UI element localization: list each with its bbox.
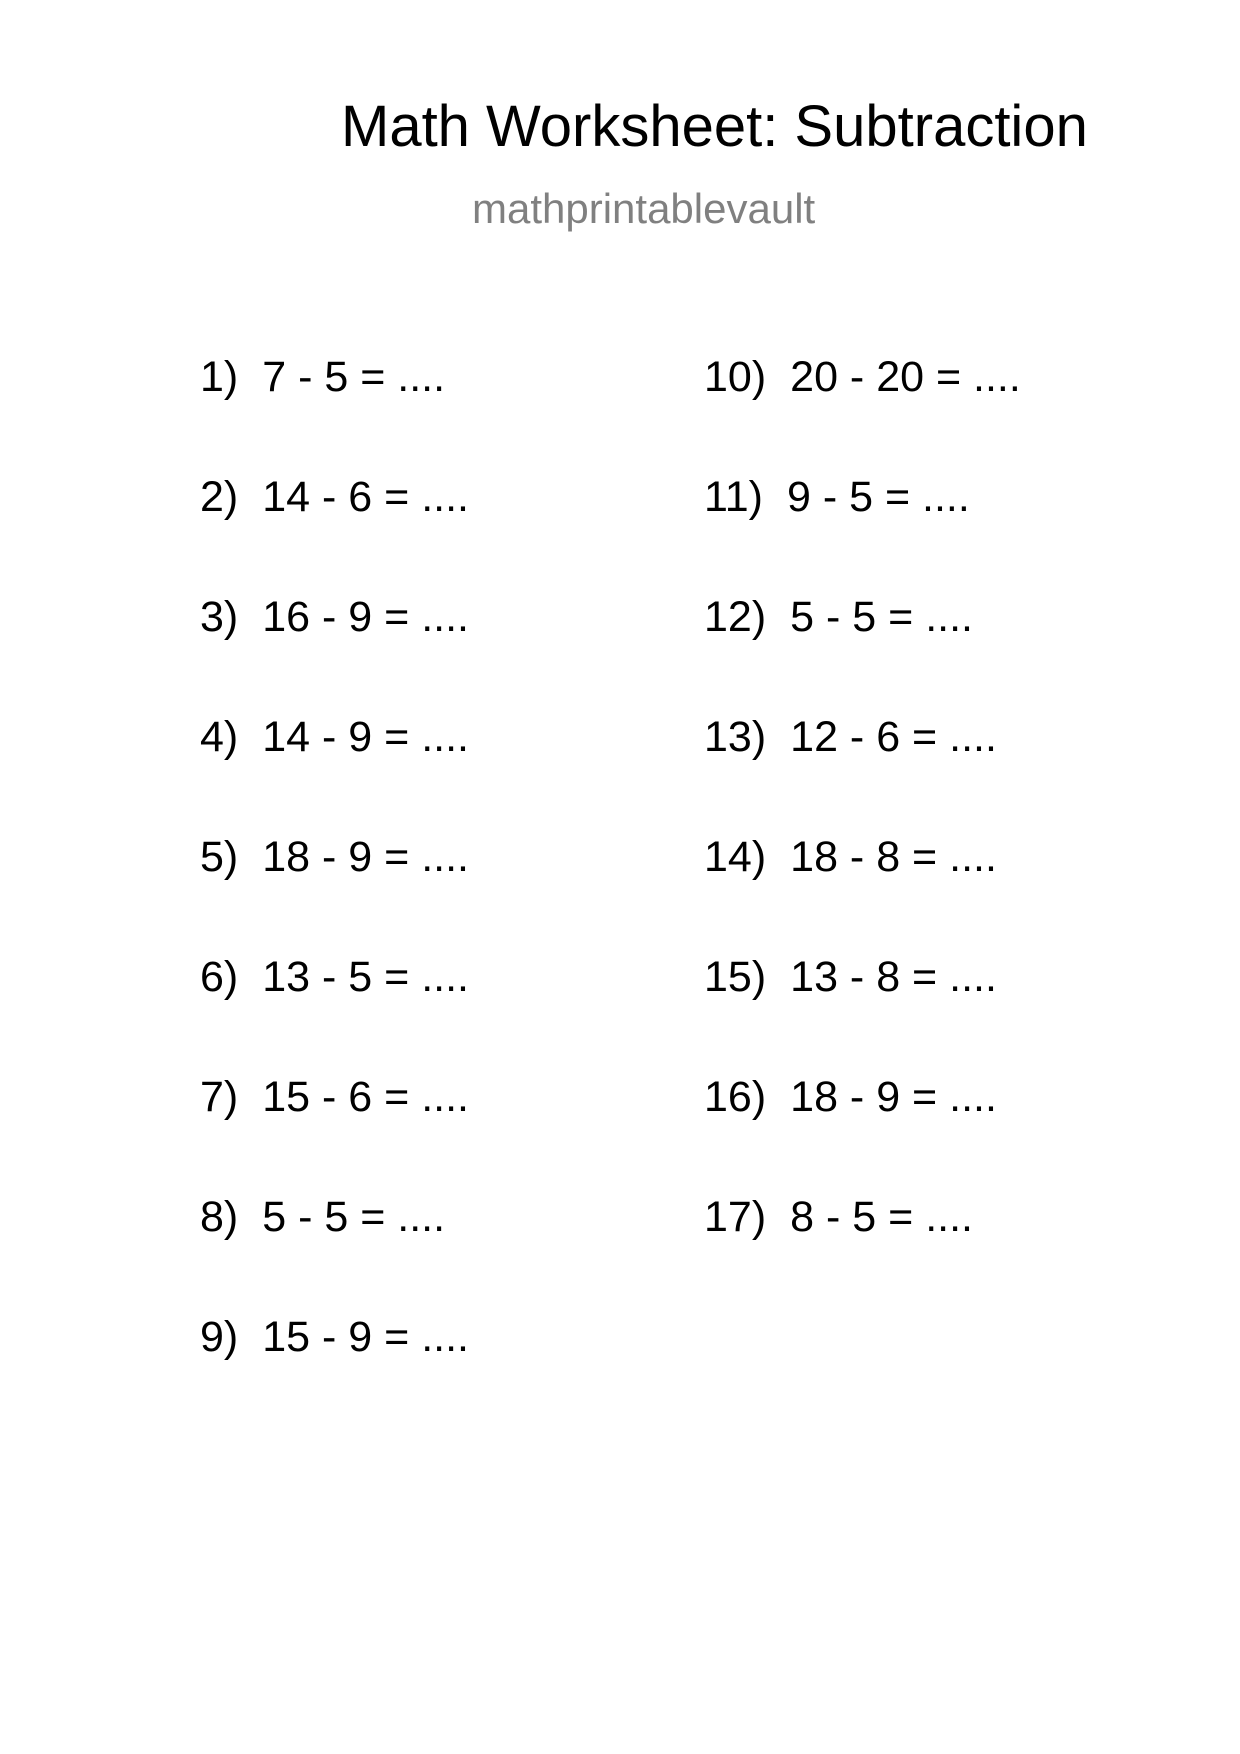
problem-item bbox=[704, 713, 997, 761]
problem-number: 6) bbox=[200, 953, 239, 1001]
problem-item bbox=[704, 353, 1021, 401]
problem-number: 10) bbox=[704, 353, 767, 401]
problem-item bbox=[704, 473, 970, 521]
problem-item bbox=[200, 473, 469, 521]
problem-expression: 18 - 9 = .... bbox=[790, 1073, 997, 1121]
problem-number: 14) bbox=[704, 833, 767, 881]
problem-item bbox=[704, 593, 973, 641]
problem-expression: 18 - 8 = .... bbox=[790, 833, 997, 881]
problem-expression: 13 - 5 = .... bbox=[262, 953, 469, 1001]
problem-item bbox=[200, 953, 469, 1001]
problem-number: 13) bbox=[704, 713, 767, 761]
problem-expression: 15 - 9 = .... bbox=[262, 1313, 469, 1361]
problem-item bbox=[704, 1193, 973, 1241]
problem-number: 9) bbox=[200, 1313, 239, 1361]
problem-number: 7) bbox=[200, 1073, 239, 1121]
problem-number: 12) bbox=[704, 593, 767, 641]
problem-expression: 14 - 6 = .... bbox=[262, 473, 469, 521]
worksheet-title: Math Worksheet: Subtraction bbox=[341, 94, 1088, 159]
problem-number: 17) bbox=[704, 1193, 767, 1241]
worksheet-subtitle: mathprintablevault bbox=[472, 185, 816, 232]
problem-expression: 12 - 6 = .... bbox=[790, 713, 997, 761]
problem-expression: 5 - 5 = .... bbox=[262, 1193, 446, 1241]
problem-expression: 8 - 5 = .... bbox=[790, 1193, 973, 1241]
problem-expression: 13 - 8 = .... bbox=[790, 953, 997, 1001]
problem-item bbox=[704, 833, 997, 881]
problem-number: 4) bbox=[200, 713, 239, 761]
problem-number: 1) bbox=[200, 353, 239, 401]
problem-expression: 5 - 5 = .... bbox=[790, 593, 973, 641]
problem-expression: 16 - 9 = .... bbox=[262, 593, 469, 641]
problem-item bbox=[200, 1073, 469, 1121]
problem-number: 5) bbox=[200, 833, 239, 881]
problem-item bbox=[704, 953, 997, 1001]
problem-number: 15) bbox=[704, 953, 767, 1001]
problem-item bbox=[200, 353, 446, 401]
problem-item bbox=[200, 1313, 469, 1361]
problem-number: 8) bbox=[200, 1193, 239, 1241]
problem-expression: 20 - 20 = .... bbox=[790, 353, 1021, 401]
problem-expression: 18 - 9 = .... bbox=[262, 833, 469, 881]
problem-number: 2) bbox=[200, 473, 239, 521]
problem-expression: 7 - 5 = .... bbox=[262, 353, 446, 401]
problem-number: 3) bbox=[200, 593, 239, 641]
problem-expression: 15 - 6 = .... bbox=[262, 1073, 469, 1121]
problem-item bbox=[200, 713, 469, 761]
problem-expression: 9 - 5 = .... bbox=[786, 473, 970, 521]
problem-number: 11) bbox=[704, 473, 763, 521]
problem-item bbox=[200, 593, 469, 641]
problem-item bbox=[200, 833, 469, 881]
problem-item bbox=[704, 1073, 997, 1121]
problem-item bbox=[200, 1193, 446, 1241]
problem-expression: 14 - 9 = .... bbox=[262, 713, 469, 761]
problem-number: 16) bbox=[704, 1073, 767, 1121]
